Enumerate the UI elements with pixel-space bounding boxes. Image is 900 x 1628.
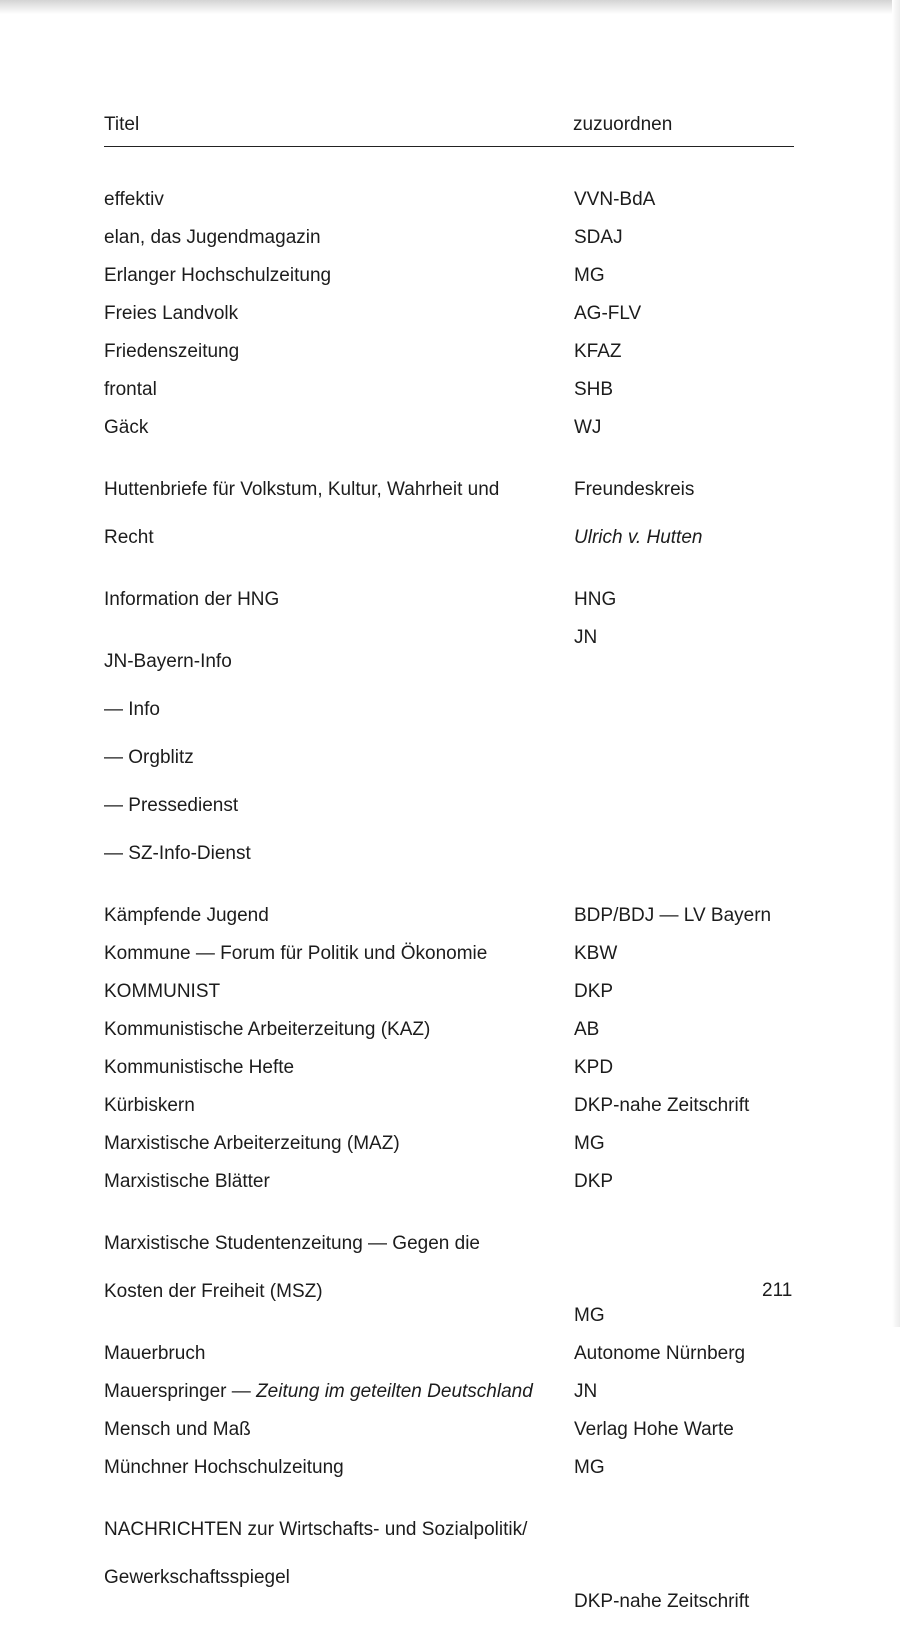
organization bbox=[574, 454, 804, 574]
publication-title: effektiv bbox=[104, 189, 164, 210]
publication-title: KOMMUNIST bbox=[104, 981, 221, 1002]
publication-title bbox=[104, 454, 574, 574]
publication-title: Freies Landvolk bbox=[104, 303, 239, 324]
title-line: Kosten der Freiheit (MSZ) bbox=[104, 1281, 323, 1302]
title-line: NACHRICHTEN zur Wirtschafts- und Sozialpolitik/ bbox=[104, 1519, 528, 1540]
publication-title: Marxistische Blätter bbox=[104, 1171, 270, 1192]
organization: Verlag Hohe Warte bbox=[574, 1419, 734, 1440]
scan-edge-top bbox=[0, 0, 900, 14]
organization: KBW bbox=[574, 943, 618, 964]
table-row bbox=[104, 1056, 804, 1080]
organization: DKP-nahe Zeitschrift bbox=[574, 1095, 750, 1116]
organization-line: Ulrich v. Hutten bbox=[574, 527, 703, 548]
organization: JN bbox=[574, 627, 598, 648]
organization: VVN-BdA bbox=[574, 189, 656, 210]
publication-title: Friedenszeitung bbox=[104, 341, 240, 362]
table-row bbox=[104, 378, 804, 402]
title-part: Mauerspringer — bbox=[104, 1381, 257, 1402]
organization: JN bbox=[574, 1381, 598, 1402]
title-line: Huttenbriefe für Volkstum, Kultur, Wahrheit und bbox=[104, 479, 500, 500]
publication-title: Marxistische Arbeiterzeitung (MAZ) bbox=[104, 1133, 400, 1154]
organization: AB bbox=[574, 1019, 600, 1040]
table-row bbox=[104, 302, 804, 326]
organization: MG bbox=[574, 1305, 605, 1326]
organization: SDAJ bbox=[574, 227, 623, 248]
publication-table bbox=[104, 188, 804, 1628]
organization: WJ bbox=[574, 417, 602, 438]
title-line: Gewerkschaftsspiegel bbox=[104, 1567, 290, 1588]
organization: Autonome Nürnberg bbox=[574, 1343, 746, 1364]
publication-title: Kommune — Forum für Politik und Ökonomie bbox=[104, 943, 488, 964]
table-row bbox=[104, 1380, 804, 1404]
table-row bbox=[104, 588, 804, 612]
title-line: Recht bbox=[104, 527, 154, 548]
table-row bbox=[104, 1208, 804, 1328]
organization-line: Freundeskreis bbox=[574, 479, 695, 500]
publication-title: Information der HNG bbox=[104, 589, 280, 610]
title-line: JN-Bayern-Info bbox=[104, 651, 232, 672]
sub-publication: — Info bbox=[104, 699, 160, 720]
table-row bbox=[104, 1418, 804, 1442]
table-row bbox=[104, 1018, 804, 1042]
table-header bbox=[104, 114, 794, 142]
publication-title: Kämpfende Jugend bbox=[104, 905, 269, 926]
header-assign-column: zuzuordnen bbox=[573, 114, 673, 135]
publication-title: Erlanger Hochschulzeitung bbox=[104, 265, 332, 286]
page-number: 211 bbox=[762, 1280, 793, 1301]
organization: MG bbox=[574, 265, 605, 286]
table-row bbox=[104, 226, 804, 250]
publication-title: Münchner Hochschulzeitung bbox=[104, 1457, 344, 1478]
publication-title: frontal bbox=[104, 379, 157, 400]
table-row bbox=[104, 1132, 804, 1156]
sub-publication: — Orgblitz bbox=[104, 747, 194, 768]
publication-title: Kommunistische Arbeiterzeitung (KAZ) bbox=[104, 1019, 431, 1040]
table-row bbox=[104, 416, 804, 440]
organization: BDP/BDJ — LV Bayern bbox=[574, 905, 772, 926]
sub-publication: — Pressedienst bbox=[104, 795, 239, 816]
header-title-column: Titel bbox=[104, 114, 140, 135]
organization: SHB bbox=[574, 379, 614, 400]
sub-publication: — SZ-Info-Dienst bbox=[104, 843, 251, 864]
header-divider bbox=[104, 146, 794, 147]
organization: KFAZ bbox=[574, 341, 622, 362]
publication-title bbox=[104, 1494, 574, 1614]
organization: DKP bbox=[574, 981, 614, 1002]
publication-title bbox=[104, 1208, 574, 1328]
organization: AG-FLV bbox=[574, 303, 642, 324]
table-row bbox=[104, 1170, 804, 1194]
organization: KPD bbox=[574, 1057, 614, 1078]
publication-title: Mauerbruch bbox=[104, 1343, 206, 1364]
publication-title: Kommunistische Hefte bbox=[104, 1057, 295, 1078]
organization: DKP-nahe Zeitschrift bbox=[574, 1591, 750, 1612]
table-row bbox=[104, 264, 804, 288]
publication-title: elan, das Jugendmagazin bbox=[104, 227, 321, 248]
table-row bbox=[104, 1494, 804, 1614]
publication-title: Gäck bbox=[104, 417, 149, 438]
table-row bbox=[104, 1342, 804, 1366]
publication-title: Kürbiskern bbox=[104, 1095, 195, 1116]
table-row bbox=[104, 1456, 804, 1480]
table-row bbox=[104, 454, 804, 574]
publication-title bbox=[104, 1380, 574, 1404]
table-row bbox=[104, 1094, 804, 1118]
publication-title: Mensch und Maß bbox=[104, 1419, 251, 1440]
publication-title bbox=[104, 626, 574, 890]
scan-edge-right bbox=[892, 0, 900, 1327]
organization: HNG bbox=[574, 589, 617, 610]
table-row bbox=[104, 188, 804, 212]
title-line: Marxistische Studentenzeitung — Gegen die bbox=[104, 1233, 480, 1254]
table-row bbox=[104, 980, 804, 1004]
organization: MG bbox=[574, 1133, 605, 1154]
organization: MG bbox=[574, 1457, 605, 1478]
table-row bbox=[104, 942, 804, 966]
table-row bbox=[104, 340, 804, 364]
organization: DKP bbox=[574, 1171, 614, 1192]
table-row bbox=[104, 904, 804, 928]
table-row bbox=[104, 626, 804, 890]
title-part-italic: Zeitung im geteilten Deutschland bbox=[256, 1381, 533, 1402]
